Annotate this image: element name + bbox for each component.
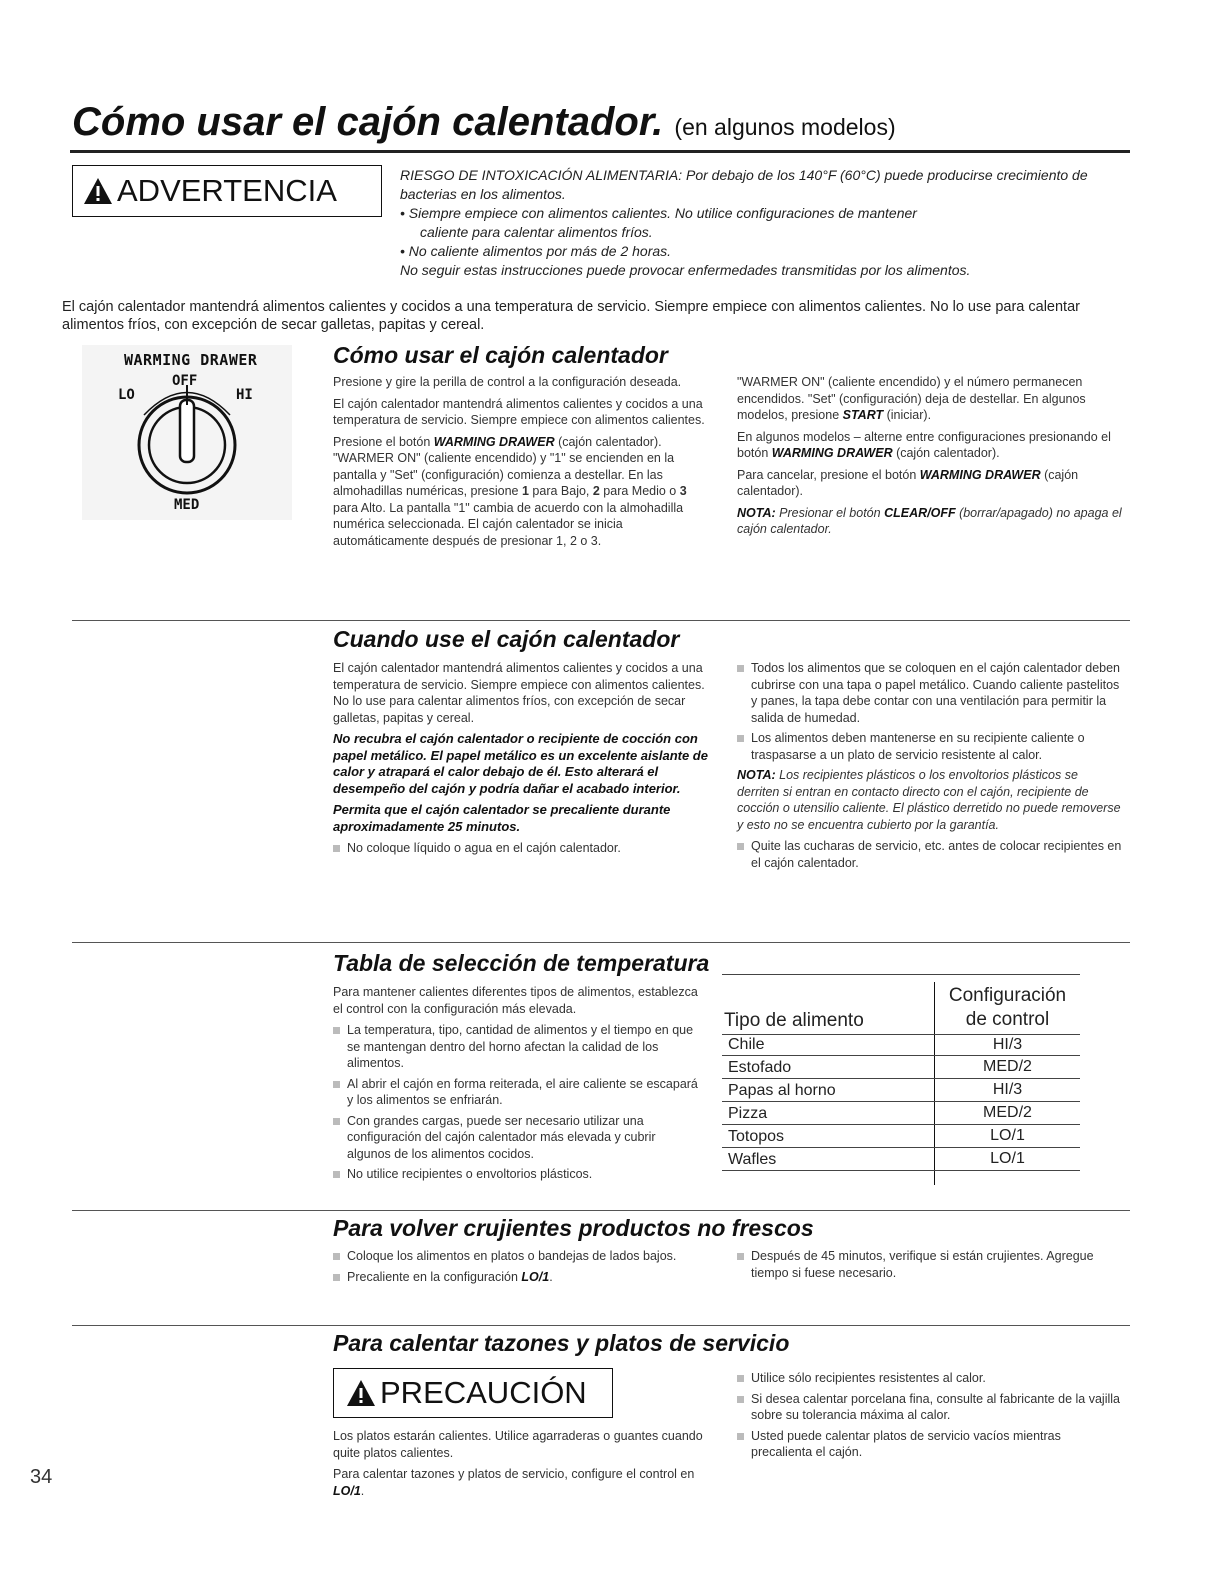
table-row: Wafles LO/1 xyxy=(722,1148,1080,1171)
page-number: 34 xyxy=(30,1466,53,1488)
warning-label-box xyxy=(72,165,382,217)
bullet-icon xyxy=(737,665,744,672)
section-heading-how-to-use: Cómo usar el cajón calentador xyxy=(333,342,668,368)
section2-left-column: El cajón calentador mantendrá alimentos calientes y cocidos a una temperatura de servicio. Siempre empiece con alimentos calientes. No lo use para calentar alimentos fríos, con excepción de secar galletas, papitas y cereal. No recubra el cajón calentador o recipiente de cocción con papel metálico. El papel metálico es un excelente aislante de calor y atrapará el calor debajo de él. Esto alterará el desempeño del cajón y podría dañar el acabado interior. Permita que el cajón calentador se precaliente durante aproximadamente 25 minutos. No coloque líquido o agua en el cajón calentador. xyxy=(333,661,708,855)
bullet-icon xyxy=(333,1027,340,1034)
bullet-icon xyxy=(333,1274,340,1281)
title-rule xyxy=(70,150,1130,153)
warning-line: RIESGO DE INTOXICACIÓN ALIMENTARIA: Por debajo de los 140°F (60°C) puede producirse crecimiento de bacterias en los alimentos. xyxy=(400,167,1088,202)
section-heading-warming-dishes: Para calentar tazones y platos de servicio xyxy=(333,1330,790,1356)
intro-paragraph: El cajón calentador mantendrá alimentos calientes y cocidos a una temperatura de servicio. Siempre empiece con alimentos calientes. No lo use para calentar alimentos fríos, con excepción de secar galletas, papitas y cereal. xyxy=(62,299,1080,333)
section-divider xyxy=(72,620,1130,621)
table-tail-row xyxy=(722,1171,1080,1186)
dial-off-label: OFF xyxy=(172,373,198,389)
section5-left-column: Los platos estarán calientes. Utilice agarraderas o guantes cuando quite platos calientes. Para calentar tazones y platos de servicio, configure el control en LO/1. xyxy=(333,1429,703,1498)
caution-label-box xyxy=(333,1368,613,1418)
table-row: Chile HI/3 xyxy=(722,1035,1080,1056)
bullet-icon xyxy=(737,735,744,742)
page-title xyxy=(72,100,896,145)
warning-text xyxy=(400,166,1140,280)
warning-triangle-icon xyxy=(346,1379,376,1407)
title-main: Cómo usar el cajón calentador. xyxy=(72,100,664,144)
section-divider xyxy=(72,942,1130,943)
table-row: Totopos LO/1 xyxy=(722,1125,1080,1148)
warning-line: • No caliente alimentos por más de 2 horas. xyxy=(400,243,672,259)
bullet-icon xyxy=(333,1118,340,1125)
table-header-row xyxy=(722,982,1080,1035)
dial-med-label: MED xyxy=(174,497,200,513)
section-heading-temperature-table: Tabla de selección de temperatura xyxy=(333,950,710,976)
temperature-table xyxy=(722,982,1080,1185)
section3-left-column: Para mantener calientes diferentes tipos de alimentos, establezca el control con la configuración más elevada. La temperatura, tipo, cantidad de alimentos y el tiempo en que se mantengan dentro del horno afectan la calidad de los alimentos. Al abrir el cajón en forma reiterada, el aire caliente se escapará y los alimentos se enfriarán. Con grandes cargas, puede ser necesario utilizar una configuración del cajón calentador más elevada y cubrir algunos de los alimentos cocidos. No utilice recipientes o envoltorios plásticos. xyxy=(333,985,698,1181)
table-top-rule xyxy=(722,974,1080,975)
section1-left-column: Presione y gire la perilla de control a la configuración deseada. El cajón calentador mantendrá alimentos calientes y cocidos a una temperatura de servicio. Siempre empiece con alimentos calientes. Presione el botón WARMING DRAWER (cajón calentador). "WARMER ON" (caliente encendido) y "1" se encienden en la pantalla y "Set" (configuración) comienza a destellar. En las almohadillas numéricas, presione 1 para Bajo, 2 para Medio o 3 para Alto. La pantalla "1" cambia de acuerdo con la almohadilla numérica seleccionada. El cajón calentador se inicia automáticamente después de presionar 1, 2 o 3. xyxy=(333,375,705,548)
section4-left-column: Coloque los alimentos en platos o bandejas de lados bajos. Precaliente en la configuración LO/1. xyxy=(333,1248,703,1289)
section4-right-column: Después de 45 minutos, verifique si están crujientes. Agregue tiempo si fuese necesario. xyxy=(737,1248,1122,1285)
bullet-icon xyxy=(737,1433,744,1440)
bullet-icon xyxy=(737,843,744,850)
section-divider xyxy=(72,1325,1130,1326)
title-subtitle: (en algunos modelos) xyxy=(674,114,896,140)
section5-right-column: Utilice sólo recipientes resistentes al calor. Si desea calentar porcelana fina, consulte al fabricante de la vajilla sobre su tolerancia máxima al calor. Usted puede calentar platos de servicio vacíos mientras precalienta el cajón. xyxy=(737,1370,1122,1465)
bullet-icon xyxy=(333,1253,340,1260)
table-row: Pizza MED/2 xyxy=(722,1102,1080,1125)
section1-right-column: "WARMER ON" (caliente encendido) y el número permanecen encendidos. "Set" (configuración) deja de destellar. En algunos modelos, presione START (iniciar). En algunos modelos – alterne entre configuraciones presionando el botón WARMING DRAWER (cajón calentador). Para cancelar, presione el botón WARMING DRAWER (cajón calentador). NOTA: Presionar el botón CLEAR/OFF (borrar/apagado) no apaga el cajón calentador. xyxy=(737,375,1122,536)
section-heading-when-using: Cuando use el cajón calentador xyxy=(333,626,680,652)
section-divider xyxy=(72,1210,1130,1211)
warning-line: No seguir estas instrucciones puede provocar enfermedades transmitidas por los alimentos. xyxy=(400,262,971,278)
bullet-icon xyxy=(737,1253,744,1260)
warning-line: caliente para calentar alimentos fríos. xyxy=(420,224,653,240)
warning-triangle-icon xyxy=(83,177,113,205)
section-heading-crisping: Para volver crujientes productos no frescos xyxy=(333,1215,814,1241)
bullet-icon xyxy=(737,1396,744,1403)
bullet-icon xyxy=(333,1171,340,1178)
dial-hi-label: HI xyxy=(236,387,253,403)
table-header-setting: Configuración de control xyxy=(935,982,1081,1035)
dial-title: WARMING DRAWER xyxy=(124,351,258,369)
warning-label: ADVERTENCIA xyxy=(117,173,337,208)
table-row: Papas al horno HI/3 xyxy=(722,1079,1080,1102)
control-knob-illustration xyxy=(82,345,292,520)
bullet-icon xyxy=(333,845,340,852)
section2-right-column: Todos los alimentos que se coloquen en el cajón calentador deben cubrirse con una tapa o papel metálico. Cuando caliente pastelitos y panes, la tapa debe contar con una ventilación para permitir la salida de humedad. Los alimentos deben mantenerse en su recipiente caliente o traspasarse a un plato de servicio resistente al calor. NOTA: Los recipientes plásticos o los envoltorios plásticos se derriten si entran en contacto directo con el cajón, recipiente de cocción o utensilio caliente. El plástico derretido no puede removerse y esto no se encuentra cubierto por la garantía. Quite las cucharas de servicio, etc. antes de colocar recipientes en el cajón calentador. xyxy=(737,661,1122,870)
table-header-food: Tipo de alimento xyxy=(722,982,935,1035)
warning-line: • Siempre empiece con alimentos calientes. No utilice configuraciones de mantener xyxy=(400,205,917,221)
caution-label: PRECAUCIÓN xyxy=(380,1375,587,1410)
table-row: Estofado MED/2 xyxy=(722,1056,1080,1079)
bullet-icon xyxy=(737,1375,744,1382)
bullet-icon xyxy=(333,1081,340,1088)
control-knob-icon xyxy=(82,345,292,520)
dial-lo-label: LO xyxy=(118,387,135,403)
